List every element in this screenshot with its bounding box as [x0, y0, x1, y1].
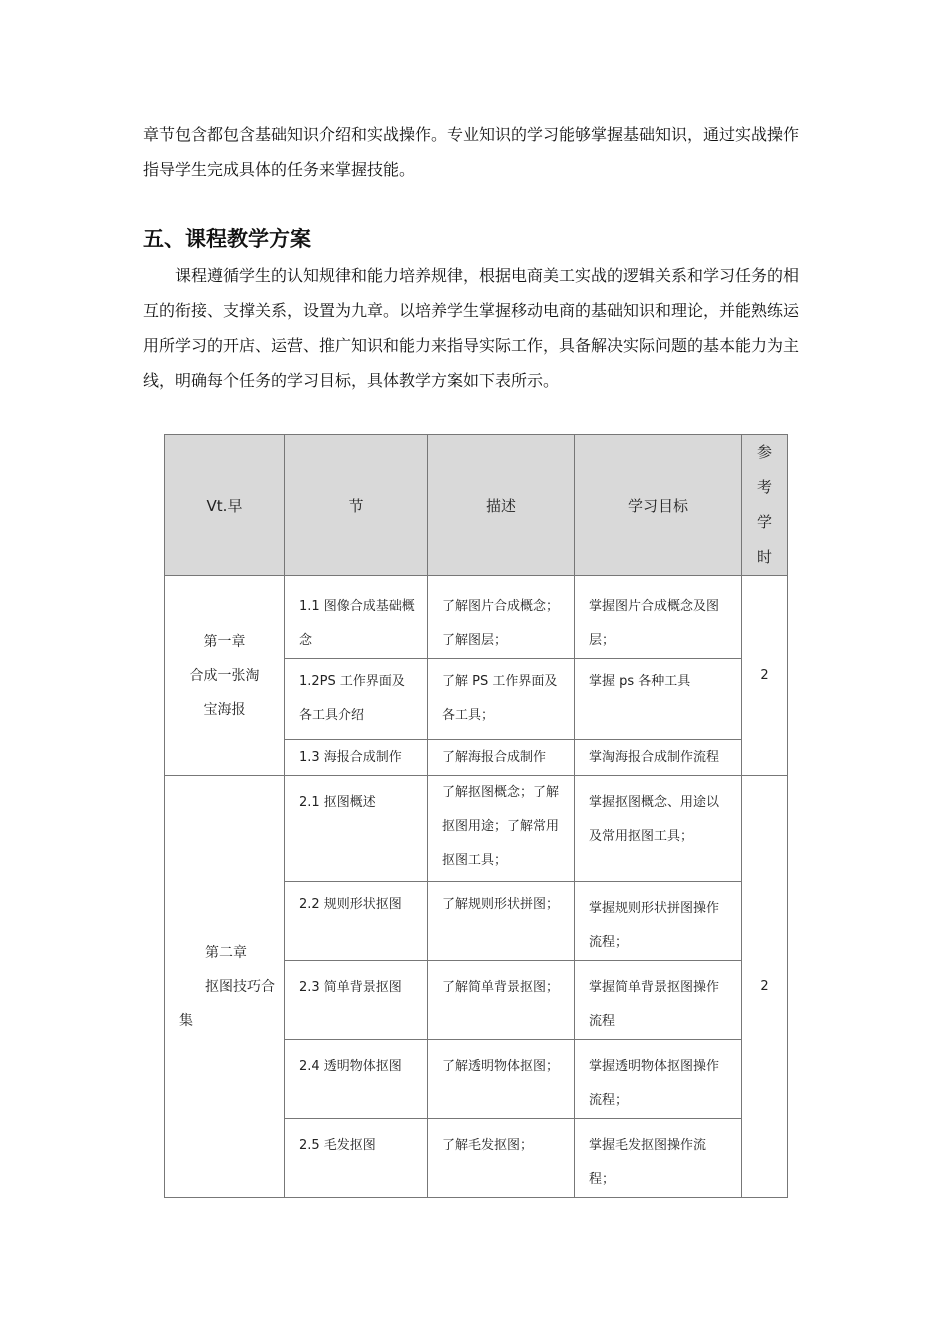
section-heading: 五、课程教学方案 — [143, 227, 311, 251]
hours-cell: 2 — [742, 776, 788, 1198]
body-paragraph: 课程遵循学生的认知规律和能力培养规律，根据电商美工实战的逻辑关系和学习任务的相互的衔接、支撑关系，设置为九章。以培养学生掌握移动电商的基础知识和理论，并能熟练运用所学习的开店、运营、推广知识和能力来指导实际工作，具备解决实际问题的基本能力为主线，明确每个任务的学习目标，具体教学方案如下表所示。 — [143, 266, 800, 390]
intro-paragraph: 章节包含都包含基础知识介绍和实战操作。专业知识的学习能够掌握基础知识，通过实战操作指导学生完成具体的任务来掌握技能。 — [143, 125, 800, 179]
goal-cell: 掌握抠图概念、用途以及常用抠图工具； — [575, 776, 742, 882]
header-chapter: Vt.早 — [165, 435, 285, 576]
description-cell: 了解简单背景抠图； — [428, 961, 575, 1040]
description-cell: 了解 PS 工作界面及各工具； — [428, 659, 575, 740]
chapter-title: 第一章 合成一张淘 宝海报 — [165, 576, 285, 776]
hours-cell: 2 — [742, 576, 788, 776]
section-cell: 2.3 简单背景抠图 — [285, 961, 428, 1040]
table-header-row — [165, 435, 788, 576]
header-section: 节 — [285, 435, 428, 576]
section-cell: 1.3 海报合成制作 — [285, 740, 428, 776]
teaching-plan-table — [164, 434, 788, 1198]
table-row — [165, 776, 788, 882]
chapter-title: 第二章 抠图技巧合 集 — [165, 776, 285, 1198]
section-cell: 2.4 透明物体抠图 — [285, 1040, 428, 1119]
section-cell: 2.2 规则形状抠图 — [285, 882, 428, 961]
header-hours: 参 考 学 时 — [742, 435, 788, 576]
description-cell: 了解图片合成概念；了解图层； — [428, 576, 575, 659]
description-cell: 了解抠图概念；了解抠图用途；了解常用抠图工具； — [428, 776, 575, 882]
goal-cell: 掌握透明物体抠图操作流程； — [575, 1040, 742, 1119]
goal-cell: 掌握图片合成概念及图层； — [575, 576, 742, 659]
section-cell: 1.2PS 工作界面及各工具介绍 — [285, 659, 428, 740]
section-cell: 2.1 抠图概述 — [285, 776, 428, 882]
description-cell: 了解毛发抠图； — [428, 1119, 575, 1198]
goal-cell: 掌握简单背景抠图操作流程 — [575, 961, 742, 1040]
description-cell: 了解规则形状拼图； — [428, 882, 575, 961]
goal-cell: 掌握规则形状拼图操作流程； — [575, 882, 742, 961]
header-description: 描述 — [428, 435, 575, 576]
section-cell: 2.5 毛发抠图 — [285, 1119, 428, 1198]
goal-cell: 掌握 ps 各种工具 — [575, 659, 742, 740]
description-cell: 了解海报合成制作 — [428, 740, 575, 776]
table-row — [165, 576, 788, 659]
header-goal: 学习目标 — [575, 435, 742, 576]
goal-cell: 掌淘海报合成制作流程 — [575, 740, 742, 776]
section-cell: 1.1 图像合成基础概念 — [285, 576, 428, 659]
goal-cell: 掌握毛发抠图操作流程； — [575, 1119, 742, 1198]
description-cell: 了解透明物体抠图； — [428, 1040, 575, 1119]
